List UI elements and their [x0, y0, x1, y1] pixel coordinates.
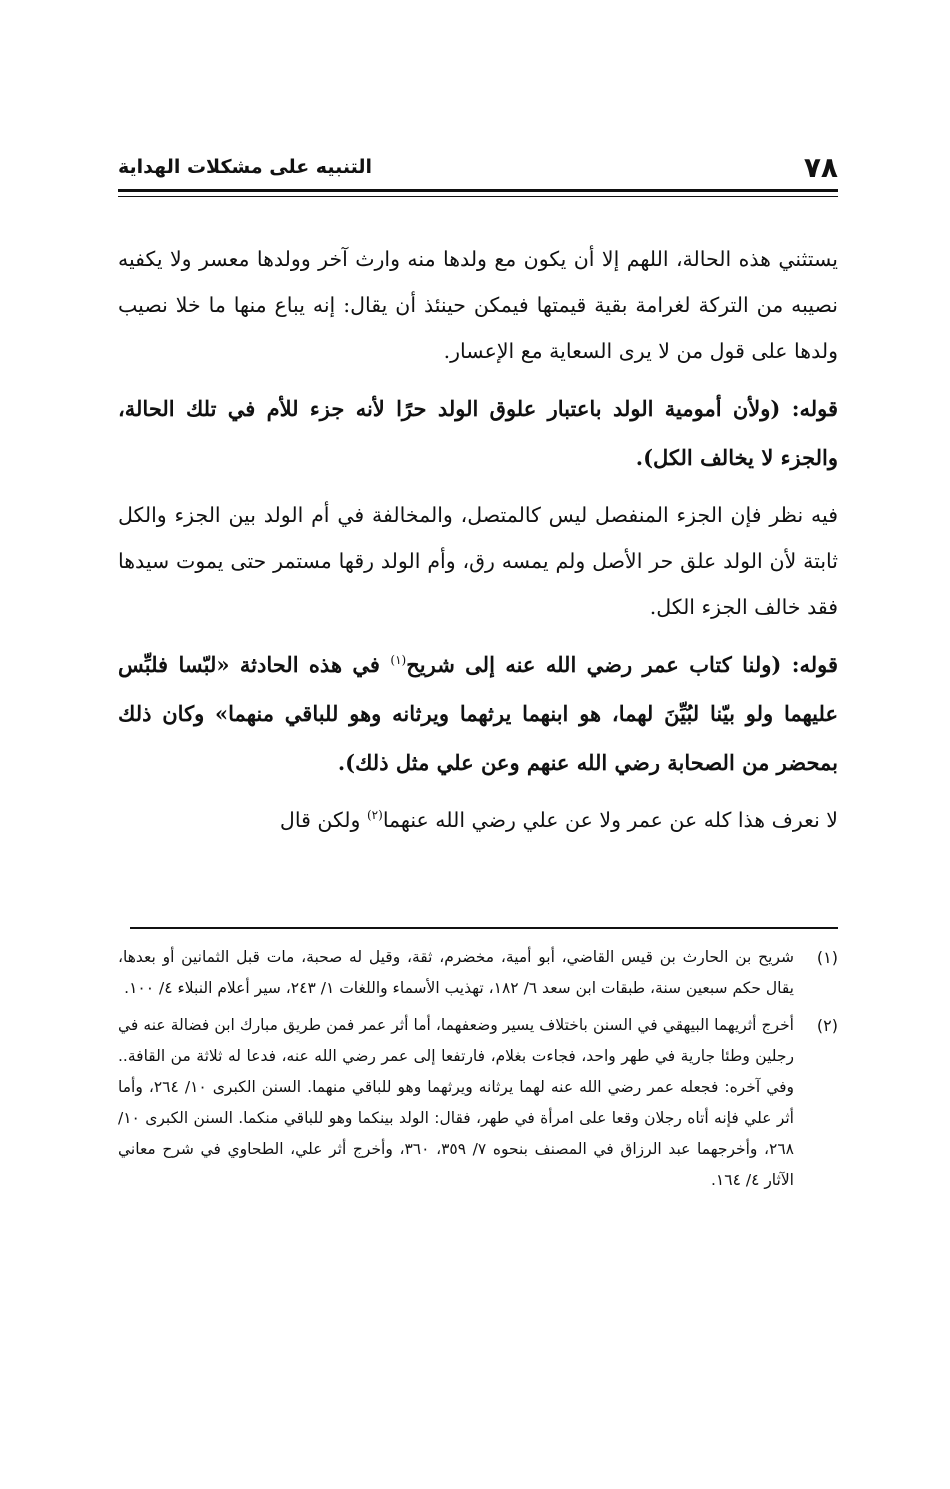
footnote-1	[118, 942, 838, 1004]
footnote-ref-2[interactable]: (٢)	[366, 808, 383, 823]
paragraph-3-part-a: لا نعرف هذا كله عن عمر ولا عن علي رضي الله عنهما	[382, 808, 838, 832]
header-rule-thick	[118, 189, 838, 192]
page-number: ٧٨	[803, 150, 838, 184]
book-page	[118, 0, 838, 1489]
footnote-text: شريح بن الحارث بن قيس القاضي، أبو أمية، مخضرم، ثقة، وقيل له صحبة، مات قبل الثمانين أو بعدها، يقال حكم سبعين سنة، طبقات ابن سعد ٦/ ١٨٢، تهذيب الأسماء واللغات ١/ ٢٤٣، سير أعلام النبلاء ٤/ ١٠٠.	[118, 948, 794, 997]
quote-paragraph-2	[118, 640, 838, 787]
main-text	[118, 236, 838, 843]
footnote-text: أخرج أثريهما البيهقي في السنن باختلاف يسير وضعفهما، أما أثر عمر فمن طريق مبارك ابن فضالة عنه في رجلين وطئا جارية في طهر واحد، فجاءت بغلام، فارتفعا إلى عمر رضي الله عنه، فدعا له ثلاثة من القافة.. وفي آخره: فجعله عمر رضي الله عنه لهما يرثانه ويرثهما وهو للباقي منهما. السنن الكبرى ١٠/ ٢٦٤، وأما أثر علي فإنه أتاه رجلان وقعا على امرأة في طهر، فقال: الولد بينكما وهو للباقي منكما. السنن الكبرى ١٠/ ٢٦٨، وأخرجهما عبد الرزاق في المصنف بنحوه ٧/ ٣٥٩، ٣٦٠، وأخرج أثر علي، الطحاوي في شرح معاني الآثار ٤/ ١٦٤.	[118, 1016, 795, 1189]
quote-paragraph-1	[118, 384, 838, 482]
quote-lead: قوله:	[791, 396, 839, 421]
quote-lead: قوله:	[791, 652, 839, 677]
running-title: التنبيه على مشكلات الهداية	[118, 156, 372, 178]
paragraph-3	[118, 797, 838, 843]
quote-text-part-a: (ولنا كتاب عمر رضي الله عنه إلى شريح	[406, 652, 782, 677]
quote-text-part-b: في هذه الحادثة «لبّسا فلبِّس عليهما ولو بيّنا لبُيِّنَ لهما، هو ابنهما يرثهما ويرثانه وهو للباقي منهما» وكان ذلك بمحضر من الصحابة رضي الله عنهم وعن علي مثل ذلك).	[118, 652, 838, 775]
footnote-number: (٢)	[816, 1016, 838, 1035]
paragraph-3-part-b: ولكن قال	[279, 808, 361, 832]
footnote-2	[118, 1010, 838, 1196]
footnote-ref-1[interactable]: (١)	[390, 653, 407, 667]
quote-text: (ولأن أمومية الولد باعتبار علوق الولد حرًا لأنه جزء للأم في تلك الحالة، والجزء لا يخالف الكل).	[118, 396, 838, 470]
paragraph-2: فيه نظر فإن الجزء المنفصل ليس كالمتصل، والمخالفة في أم الولد بين الجزء والكل ثابتة لأن الولد علق حر الأصل ولم يمسه رق، وأم الولد رقها مستمر حتى يموت سيدها فقد خالف الجزء الكل.	[118, 503, 838, 619]
header-rule-thin	[118, 196, 838, 197]
footnote-number: (١)	[816, 948, 838, 967]
paragraph-1: يستثني هذه الحالة، اللهم إلا أن يكون مع ولدها منه وارث آخر وولدها معسر ولا يكفيه نصيبه من التركة لغرامة بقية قيمتها فيمكن حينئذ أن يقال: إنه يباع منها ما خلا نصيب ولدها على قول من لا يرى السعاية مع الإعسار.	[118, 247, 838, 363]
footnote-separator	[130, 927, 838, 929]
footnotes	[118, 942, 838, 1202]
page-header	[118, 150, 838, 184]
